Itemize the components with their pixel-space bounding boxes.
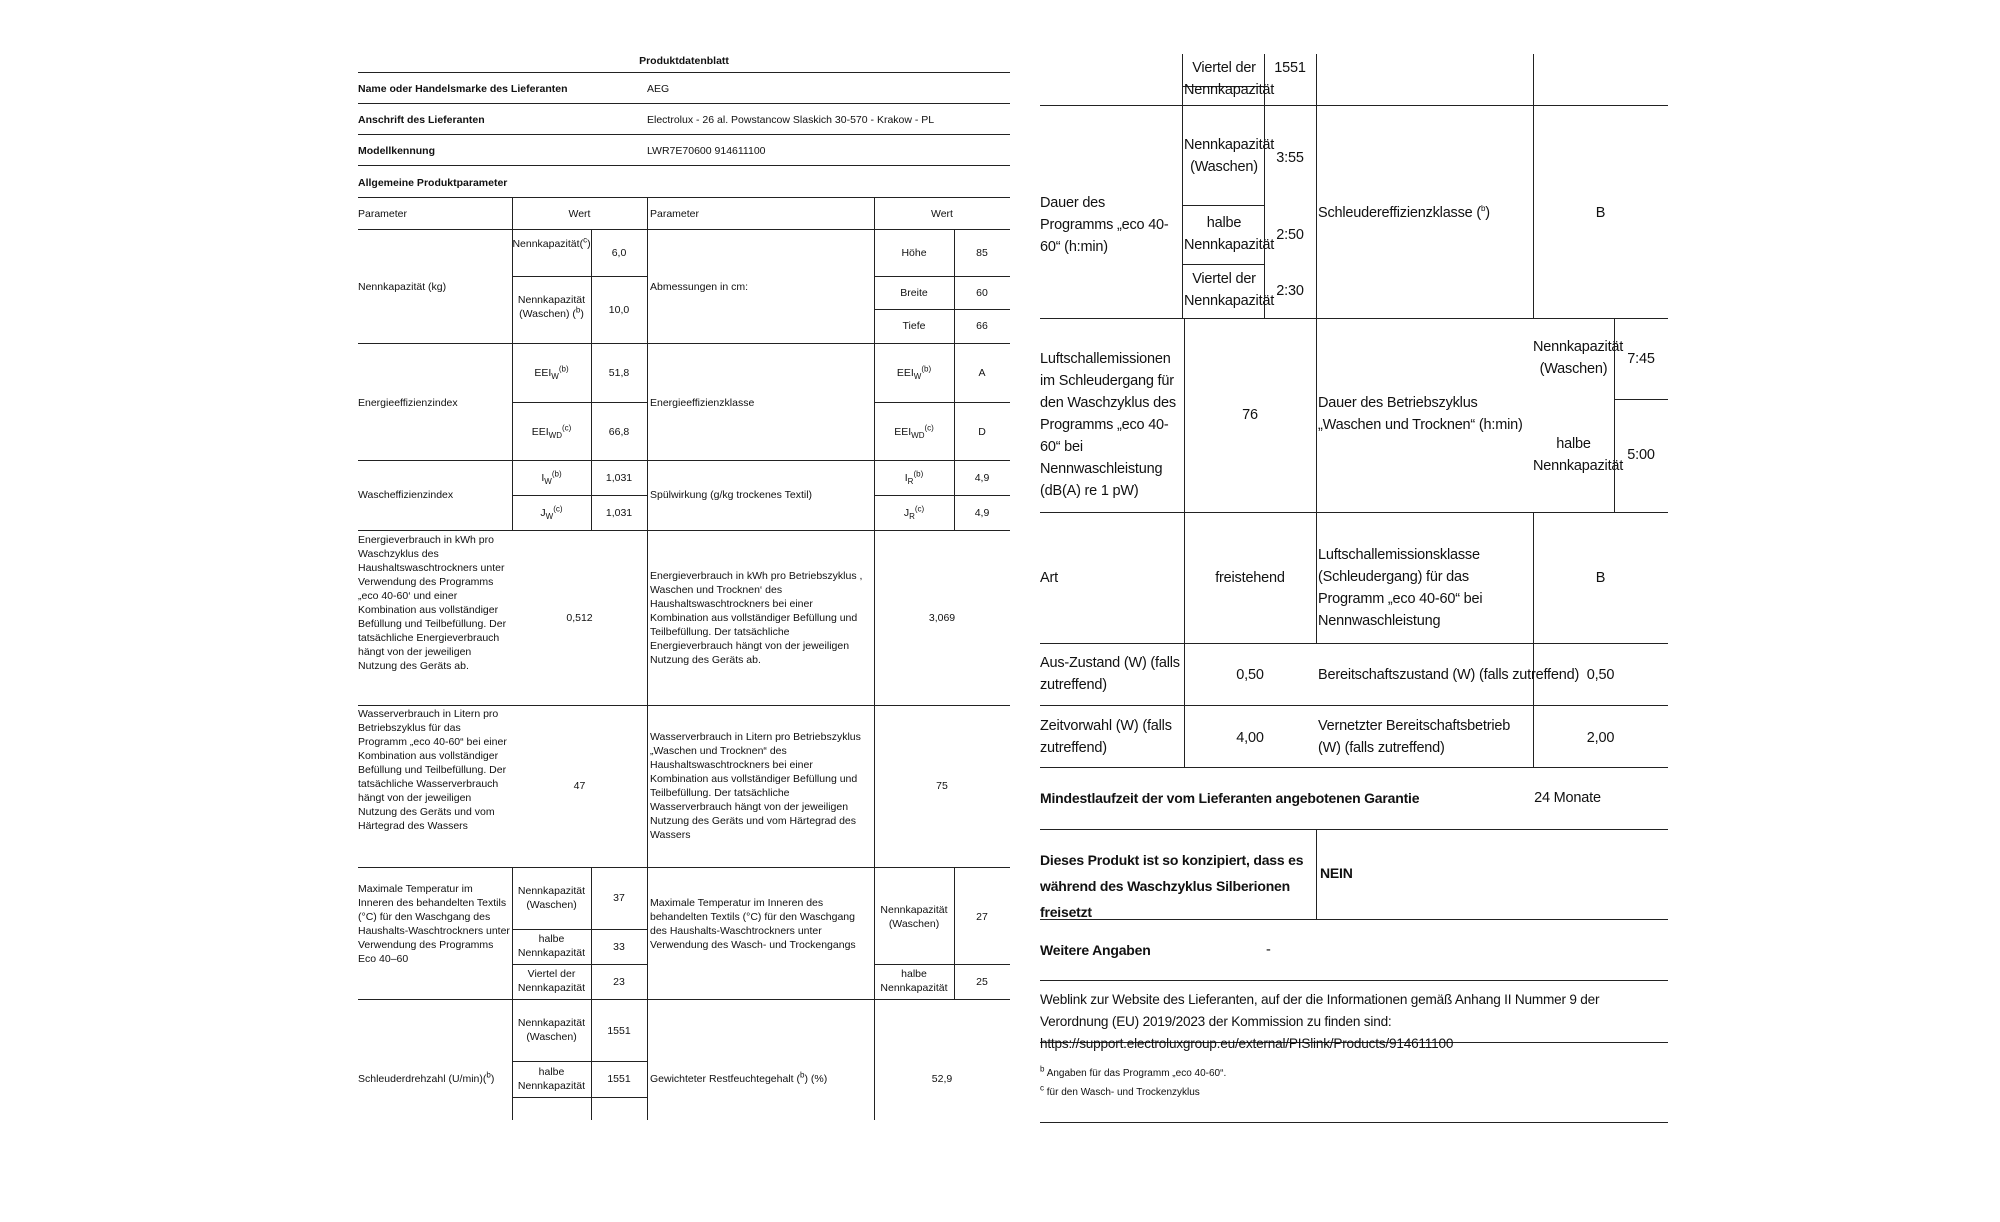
eei-label: Energieeffizienzindex: [358, 397, 458, 409]
eco-duration-label: Dauer des Programms „eco 40-60“ (h:min): [1040, 195, 1169, 255]
spin-val1: 1551: [607, 1025, 631, 1037]
temp-wash-val2: 33: [613, 941, 625, 953]
temp-wash-val3: 23: [613, 976, 625, 988]
spin-sub1: Nennkapazität (Waschen): [517, 1017, 586, 1043]
depth-label: Tiefe: [902, 320, 926, 332]
iw-symbol: $I_W^{(b)}$: [541, 469, 562, 487]
capacity-sub2: Nennkapazität (Waschen) ($^b$): [517, 294, 586, 320]
silver-ions-value: NEIN: [1320, 865, 1353, 881]
supplier-address-label: Anschrift des Lieferanten: [358, 114, 485, 126]
water-wash-value: 47: [573, 780, 586, 792]
type-value: freistehend: [1215, 570, 1285, 586]
noise-class-label: Luftschallemissionsklasse (Schleudergang) für das Programm „eco 40-60“ bei Nennwaschleistung: [1318, 547, 1483, 629]
height-value: 85: [976, 247, 988, 259]
ir-symbol: $I_R^{(b)}$: [904, 469, 924, 487]
energy-cycle-value: 3,069: [928, 612, 956, 624]
dur-sub3: Viertel der Nennkapazität: [1184, 271, 1275, 309]
wash-efficiency-label: Wascheffizienzindex: [358, 489, 454, 501]
network-standby-value: 2,00: [1586, 730, 1615, 746]
moisture-value: 52,9: [931, 1073, 953, 1085]
eei-wd-symbol: $EEI_{WD}^{(c)}$: [531, 423, 572, 441]
col-value-header: Wert: [568, 208, 591, 220]
supplier-address-value: Electrolux - 26 al. Powstancow Slaskich 30-570 - Krakow - PL: [647, 114, 935, 126]
cycle-sub1: Nennkapazität (Waschen): [1533, 339, 1624, 377]
dur-val1: 3:55: [1276, 150, 1304, 166]
off-mode-label: Aus-Zustand (W) (falls zutreffend): [1040, 655, 1180, 693]
delay-start-value: 4,00: [1236, 730, 1264, 746]
standby-label: Bereitschaftszustand (W) (falls zutreffend): [1318, 667, 1580, 683]
dur-val3: 2:30: [1276, 283, 1304, 299]
warranty-value: 24 Monate: [1534, 790, 1601, 806]
spin-class-value: B: [1595, 205, 1606, 221]
ir-value: 4,9: [974, 472, 990, 484]
width-label: Breite: [900, 287, 928, 299]
temp-wash-sub1: Nennkapazität (Waschen): [517, 885, 586, 911]
energy-class-label: Energieeffizienzklasse: [650, 397, 755, 409]
noise-class-value: B: [1595, 570, 1606, 586]
temp-cycle-sub2: halbe Nennkapazität: [880, 968, 948, 994]
water-cycle-label: Wasserverbrauch in Litern pro Betriebszyklus „Waschen und Trocknen“ des Haushaltswaschtrockners bei einer Kombination aus vollständiger Befüllung und Teilbefüllung. Der tatsächliche Wasserverbrauch hängt von der jeweiligen Nutzung des Geräts und vom Härtegrad des Wassers: [650, 731, 861, 841]
col-param-header-2: Parameter: [650, 208, 700, 220]
temp-wash-val1: 37: [613, 892, 625, 904]
iw-value: 1,031: [605, 472, 633, 484]
temp-cycle-label: Maximale Temperatur im Inneren des behandelten Textils (°C) für den Waschgang des Haushalts-Waschtrockners unter Verwendung des Wasch- und Trockengangs: [650, 897, 856, 951]
jw-value: 1,031: [605, 507, 633, 519]
jw-symbol: $J_W^{(c)}$: [540, 504, 563, 522]
standby-value: 0,50: [1586, 667, 1615, 683]
network-standby-label: Vernetzter Bereitschaftsbetrieb (W) (falls zutreffend): [1318, 718, 1511, 756]
spin-q-val: 1551: [1274, 60, 1306, 76]
energy-wash-label: Energieverbrauch in kWh pro Waschzyklus des Haushaltswaschtrockners unter Verwendung des Programms „eco 40-60‘ und einer Kombination aus vollständiger Befüllung und Teilbefüllung. Der tatsächliche Energieverbrauch hängt von der jeweiligen Nutzung des Geräts ab.: [358, 534, 507, 672]
eei-w-symbol: $EEI_W^{(b)}$: [534, 364, 569, 382]
cycle-duration-label: Dauer des Betriebszyklus „Waschen und Trocknen“ (h:min): [1318, 395, 1523, 433]
capacity-val1: 6,0: [611, 247, 627, 259]
temp-wash-sub3: Viertel der Nennkapazität: [517, 968, 586, 994]
dimensions-label: Abmessungen in cm:: [650, 281, 749, 293]
spin-class-label: Schleudereffizienzklasse ($^b$): [1318, 204, 1490, 221]
eclass-w-symbol: $EEI_W^{(b)}$: [896, 364, 932, 382]
jr-value: 4,9: [974, 507, 990, 519]
cycle-sub2: halbe Nennkapazität: [1533, 436, 1624, 474]
water-wash-label: Wasserverbrauch in Litern pro Betriebszyklus für das Programm „eco 40-60“ bei einer Kombination aus vollständiger Befüllung und Teilbefüllung. Der tatsächliche Wasserverbrauch hängt von der jeweiligen Nutzung des Geräts und vom Härtegrad des Wassers: [358, 708, 507, 832]
eei-wd-value: 66,8: [608, 426, 630, 438]
warranty-label: Mindestlaufzeit der vom Lieferanten angebotenen Garantie: [1040, 790, 1420, 806]
general-params-label: Allgemeine Produktparameter: [358, 177, 508, 189]
eclass-wd-symbol: $EEI_{WD}^{(c)}$: [894, 423, 934, 441]
spin-speed-label: Schleuderdrehzahl (U/min)($^b$): [358, 1070, 495, 1085]
width-value: 60: [976, 287, 988, 299]
capacity-sub1: Nennkapazität($^c$): [512, 235, 591, 250]
depth-value: 66: [976, 320, 988, 332]
col-value-header-2: Wert: [931, 208, 953, 220]
datasheet-title: Produktdatenblatt: [639, 55, 729, 67]
spin-q-sub: Viertel der Nennkapazität: [1184, 60, 1275, 98]
jr-symbol: $J_R^{(c)}$: [903, 504, 925, 522]
silver-ions-label: Dieses Produkt ist so konzipiert, dass es während des Waschzyklus Silberionen freisetzt: [1040, 852, 1304, 920]
model-value: LWR7E70600 914611100: [647, 145, 766, 157]
capacity-val2: 10,0: [608, 304, 630, 316]
further-info-label: Weitere Angaben: [1040, 942, 1151, 958]
eclass-wd-value: D: [978, 426, 986, 438]
temp-wash-label: Maximale Temperatur im Inneren des behandelten Textils (°C) für den Waschgang des Haushalts-Waschtrockners unter Verwendung des Programms Eco 40–60: [358, 883, 510, 965]
type-label: Art: [1040, 570, 1058, 586]
capacity-label: Nennkapazität (kg): [358, 281, 447, 293]
dur-val2: 2:50: [1276, 227, 1304, 243]
noise-label: Luftschallemissionen im Schleudergang für den Waschzyklus des Programms „eco 40-60“ bei Nennwaschleistung (dB(A) re 1 pW): [1040, 351, 1176, 499]
temp-cycle-val1: 27: [976, 911, 988, 923]
dur-sub1: Nennkapazität (Waschen): [1184, 137, 1275, 175]
supplier-name-label: Name oder Handelsmarke des Lieferanten: [358, 83, 568, 95]
dur-sub2: halbe Nennkapazität: [1184, 215, 1275, 253]
rinse-label: Spülwirkung (g/kg trockenes Textil): [650, 489, 813, 501]
temp-cycle-sub1: Nennkapazität (Waschen): [880, 904, 948, 930]
cycle-val1: 7:45: [1627, 351, 1655, 367]
cycle-val2: 5:00: [1627, 447, 1655, 463]
off-mode-value: 0,50: [1236, 667, 1264, 683]
further-info-value: -: [1266, 942, 1271, 958]
height-label: Höhe: [901, 247, 927, 259]
energy-wash-value: 0,512: [566, 612, 593, 624]
water-cycle-value: 75: [936, 780, 948, 792]
temp-cycle-val2: 25: [976, 976, 988, 988]
spin-sub2: halbe Nennkapazität: [517, 1066, 586, 1092]
delay-start-label: Zeitvorwahl (W) (falls zutreffend): [1040, 718, 1172, 756]
energy-cycle-label: Energieverbrauch in kWh pro Betriebszyklus , Waschen und Trocknen‘ des Haushaltswaschtrockners bei einer Kombination aus vollständiger Befüllung und Teilbefüllung. Der tatsächliche Energieverbrauch hängt von der jeweiligen Nutzung des Geräts ab.: [650, 570, 863, 666]
noise-value: 76: [1242, 407, 1258, 423]
col-param-header: Parameter: [358, 208, 408, 220]
temp-wash-sub2: halbe Nennkapazität: [517, 933, 586, 959]
supplier-name-value: AEG: [647, 83, 670, 95]
moisture-label: Gewichteter Restfeuchtegehalt ($^b$) (%): [650, 1070, 828, 1085]
footnote-b: $^b$ Angaben für das Programm „eco 40-60“.: [1040, 1064, 1227, 1079]
eei-w-value: 51,8: [608, 367, 630, 379]
spin-val2: 1551: [607, 1073, 631, 1085]
footnote-c: $^c$ für den Wasch- und Trockenzyklus: [1040, 1083, 1200, 1098]
eclass-w-value: A: [978, 367, 986, 379]
model-label: Modellkennung: [358, 145, 435, 157]
weblink-text: Weblink zur Website des Lieferanten, auf der die Informationen gemäß Anhang II Nummer 9 der Verordnung (EU) 2019/2023 der Kommission zu finden sind: https://support.electroluxgroup.eu/external/PISlink/Products/914611100: [1040, 992, 1600, 1051]
